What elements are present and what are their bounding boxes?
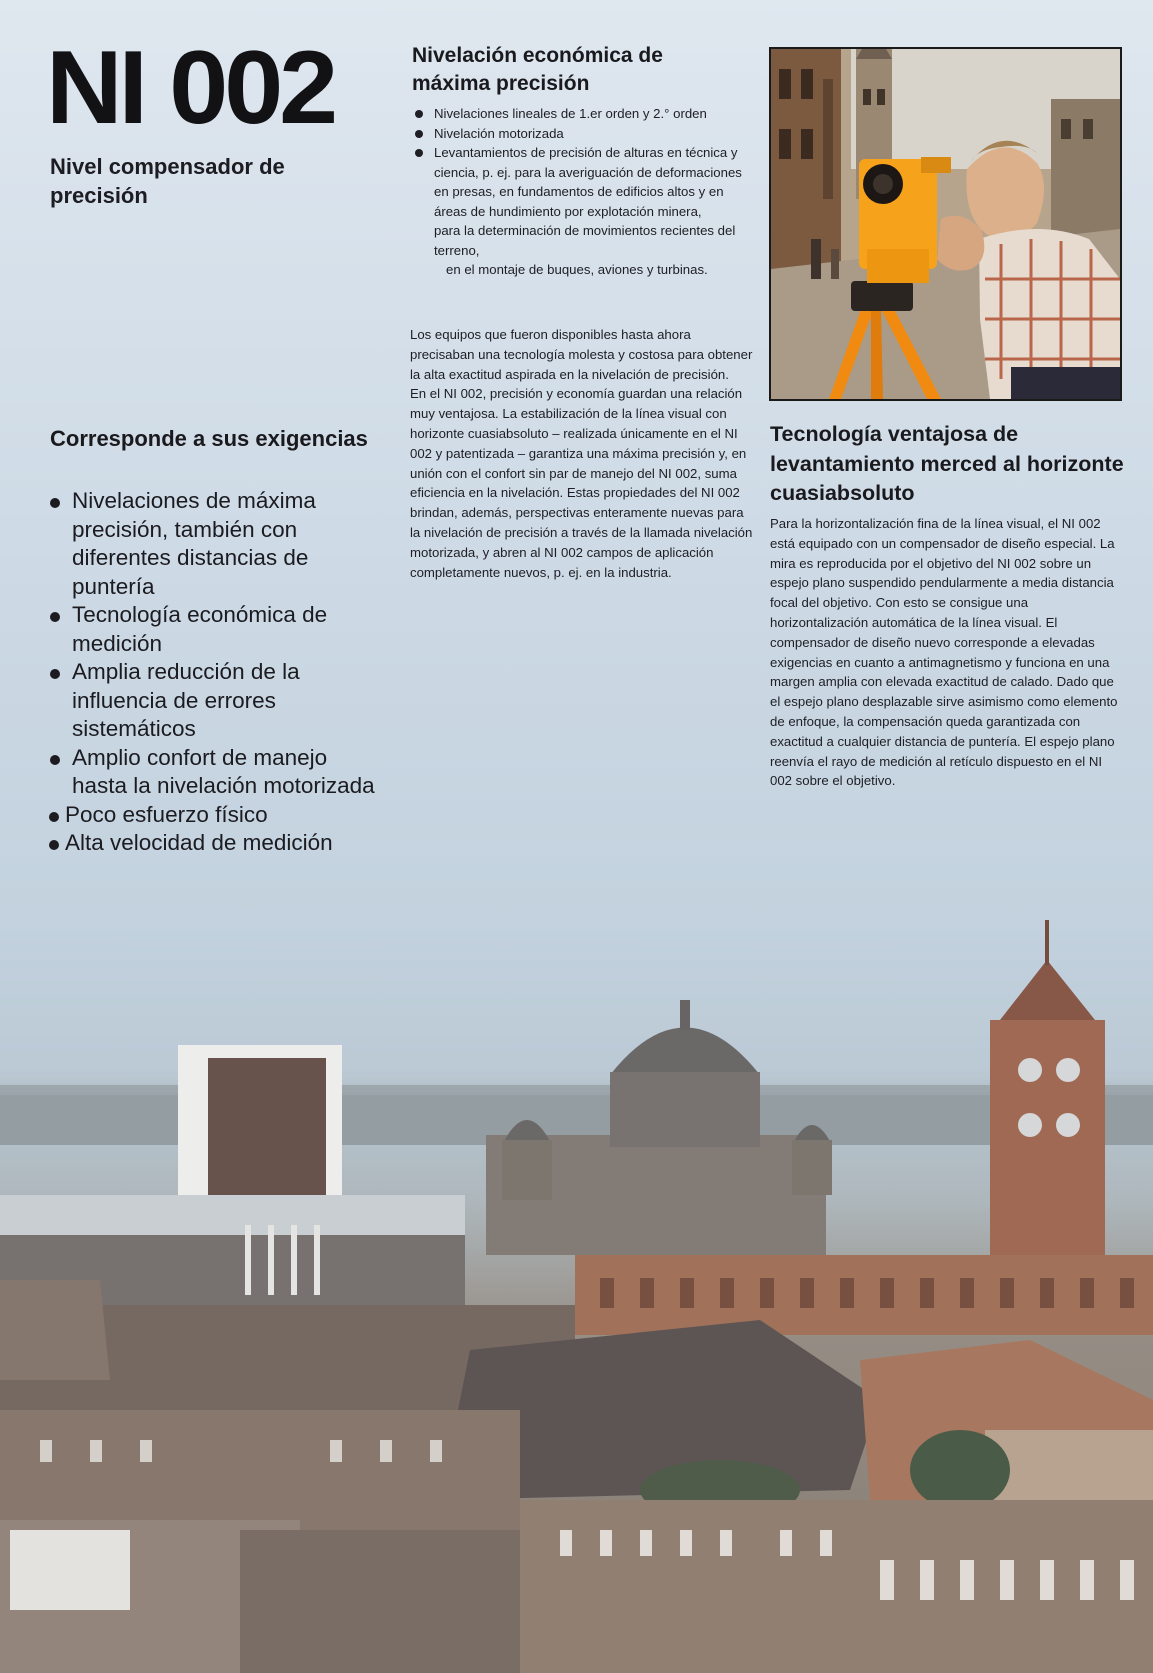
applications-list [412,104,752,280]
list-item: Nivelaciones de máxima precisión, también con diferentes distancias de puntería [48,487,388,601]
benefits-heading: Corresponde a sus exigencias [50,426,368,451]
benefits-list [48,487,388,858]
list-item: Nivelación motorizada [412,124,752,144]
applications-heading: Nivelación económica de máxima precisión [412,44,663,95]
list-item: Poco esfuerzo físico [48,801,388,830]
list-item: Amplio confort de manejo hasta la nivelación motorizada [48,744,388,801]
surveyor-photo [769,47,1122,401]
list-item-text: Levantamientos de precisión de alturas en técnica y ciencia, p. ej. para la averiguación de deformaciones en presas, en fundamentos de edificios altos y en áreas de hundimiento por explotación minera, [434,145,742,219]
list-item: Amplia reducción de la influencia de errores sistemáticos [48,658,388,744]
list-item: Tecnología económica de medición [48,601,388,658]
body-paragraph: En el NI 002, precisión y economía guardan una relación muy ventajosa. La estabilización de la línea visual con horizonte cuasiabsoluto – realizada únicamente en el NI 002 y patentizada – garantiza una máxima precisión y, en unión con el confort sin par de manejo del NI 002, suma eficiencia en la nivelación. Estas propiedades del NI 002 brindan, además, perspectivas enteramente nuevas para la nivelación de precisión a través de la llamada nivelación motorizada, y abren al NI 002 campos de aplicación completamente nuevos, p. ej. en la industria. [410,386,753,580]
list-item [412,143,752,280]
city-skyline-illustration [0,880,1153,1673]
list-item-continuation: en el montaje de buques, aviones y turbinas. [446,262,708,277]
list-item: Alta velocidad de medición [48,829,388,858]
product-subtitle: Nivel compensador de precisión [50,154,285,208]
applications-body [410,325,755,582]
body-paragraph: Los equipos que fueron disponibles hasta ahora precisaban una tecnología molesta y costosa para obtener la alta exactitud aspirada en la nivelación de precisión. [410,327,753,382]
list-item-continuation: para la determinación de movimientos recientes del terreno, [434,223,736,258]
technology-body: Para la horizontalización fina de la línea visual, el NI 002 está equipado con un compensador de diseño especial. La mira es reproducida por el objetivo del NI 002 sobre un espejo plano suspendido pendularmente a media distancia focal del objetivo. Con esto se consigue una horizontalización automática de la línea visual. El compensador de diseño nuevo corresponde a elevadas exigencias en cuanto a antimagnetismo y funciona en una margen amplia con elevada exactitud de calado. Dado que el espejo plano desplazable sirve asimismo como elemento de enfoque, la compensación queda garantizada con exactitud a cualquier distancia de puntería. El espejo plano reenvía el rayo de medición al retículo dispuesto en el NI 002 sobre el objetivo. [770,516,1118,789]
product-title: NI 002 [46,30,335,146]
technology-heading: Tecnología ventajosa de levantamiento merced al horizonte cuasiabsoluto [770,422,1124,505]
surveyor-illustration [771,49,1120,399]
list-item: Nivelaciones lineales de 1.er orden y 2.° orden [412,104,752,124]
